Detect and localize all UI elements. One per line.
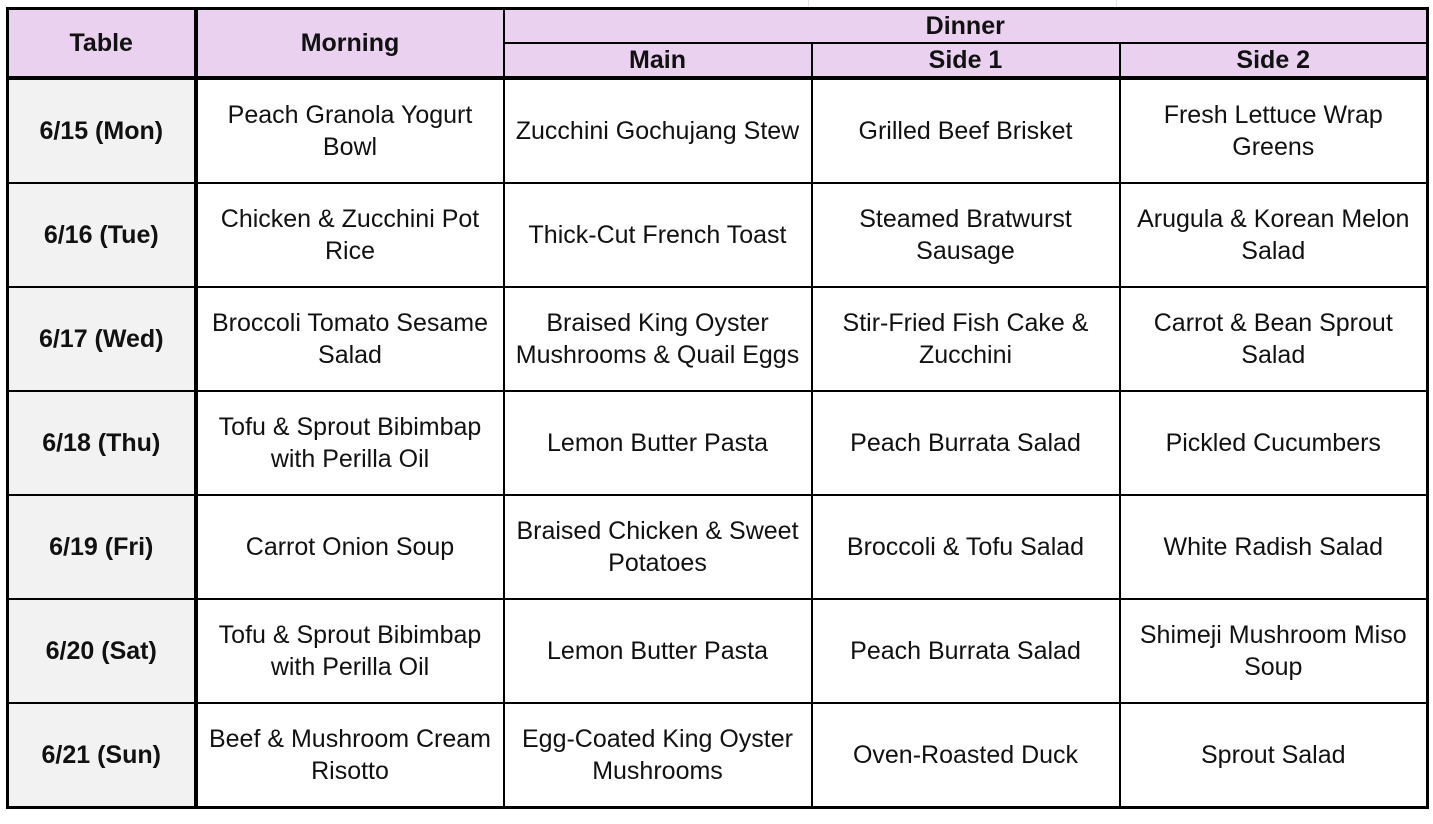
header-morning[interactable]: Morning [196, 9, 504, 79]
side2-cell[interactable]: Arugula & Korean Melon Salad [1120, 183, 1428, 287]
side1-cell[interactable]: Peach Burrata Salad [812, 599, 1120, 703]
date-cell[interactable]: 6/19 (Fri) [8, 495, 196, 599]
date-cell[interactable]: 6/17 (Wed) [8, 287, 196, 391]
gridline [1116, 0, 1117, 7]
header-dinner[interactable]: Dinner [504, 9, 1428, 43]
date-cell[interactable]: 6/18 (Thu) [8, 391, 196, 495]
side2-cell[interactable]: Pickled Cucumbers [1120, 391, 1428, 495]
morning-cell[interactable]: Chicken & Zucchini Pot Rice [196, 183, 504, 287]
side1-cell[interactable]: Peach Burrata Salad [812, 391, 1120, 495]
morning-cell[interactable]: Peach Granola Yogurt Bowl [196, 78, 504, 183]
side2-cell[interactable]: Fresh Lettuce Wrap Greens [1120, 78, 1428, 183]
table-row [8, 78, 1428, 183]
date-cell[interactable]: 6/15 (Mon) [8, 78, 196, 183]
header-dinner-side1[interactable]: Side 1 [812, 43, 1120, 78]
side2-cell[interactable]: White Radish Salad [1120, 495, 1428, 599]
date-cell[interactable]: 6/20 (Sat) [8, 599, 196, 703]
header-dinner-main[interactable]: Main [504, 43, 812, 78]
table-row [8, 391, 1428, 495]
morning-cell[interactable]: Carrot Onion Soup [196, 495, 504, 599]
table-row [8, 599, 1428, 703]
gridline [808, 0, 809, 7]
table-row [8, 495, 1428, 599]
main-cell[interactable]: Zucchini Gochujang Stew [504, 78, 812, 183]
date-cell[interactable]: 6/16 (Tue) [8, 183, 196, 287]
side2-cell[interactable]: Shimeji Mushroom Miso Soup [1120, 599, 1428, 703]
side2-cell[interactable]: Sprout Salad [1120, 703, 1428, 808]
weekly-meal-table [6, 7, 1429, 809]
table-row [8, 287, 1428, 391]
morning-cell[interactable]: Tofu & Sprout Bibimbap with Perilla Oil [196, 599, 504, 703]
side1-cell[interactable]: Broccoli & Tofu Salad [812, 495, 1120, 599]
header-dinner-side2[interactable]: Side 2 [1120, 43, 1428, 78]
table-row [8, 703, 1428, 808]
morning-cell[interactable]: Broccoli Tomato Sesame Salad [196, 287, 504, 391]
side2-cell[interactable]: Carrot & Bean Sprout Salad [1120, 287, 1428, 391]
main-cell[interactable]: Braised King Oyster Mushrooms & Quail Eggs [504, 287, 812, 391]
table-row [8, 183, 1428, 287]
main-cell[interactable]: Lemon Butter Pasta [504, 391, 812, 495]
main-cell[interactable]: Egg-Coated King Oyster Mushrooms [504, 703, 812, 808]
date-cell[interactable]: 6/21 (Sun) [8, 703, 196, 808]
side1-cell[interactable]: Grilled Beef Brisket [812, 78, 1120, 183]
main-cell[interactable]: Thick-Cut French Toast [504, 183, 812, 287]
morning-cell[interactable]: Tofu & Sprout Bibimbap with Perilla Oil [196, 391, 504, 495]
side1-cell[interactable]: Steamed Bratwurst Sausage [812, 183, 1120, 287]
morning-cell[interactable]: Beef & Mushroom Cream Risotto [196, 703, 504, 808]
side1-cell[interactable]: Oven-Roasted Duck [812, 703, 1120, 808]
main-cell[interactable]: Lemon Butter Pasta [504, 599, 812, 703]
main-cell[interactable]: Braised Chicken & Sweet Potatoes [504, 495, 812, 599]
side1-cell[interactable]: Stir-Fried Fish Cake & Zucchini [812, 287, 1120, 391]
header-table[interactable]: Table [8, 9, 196, 79]
